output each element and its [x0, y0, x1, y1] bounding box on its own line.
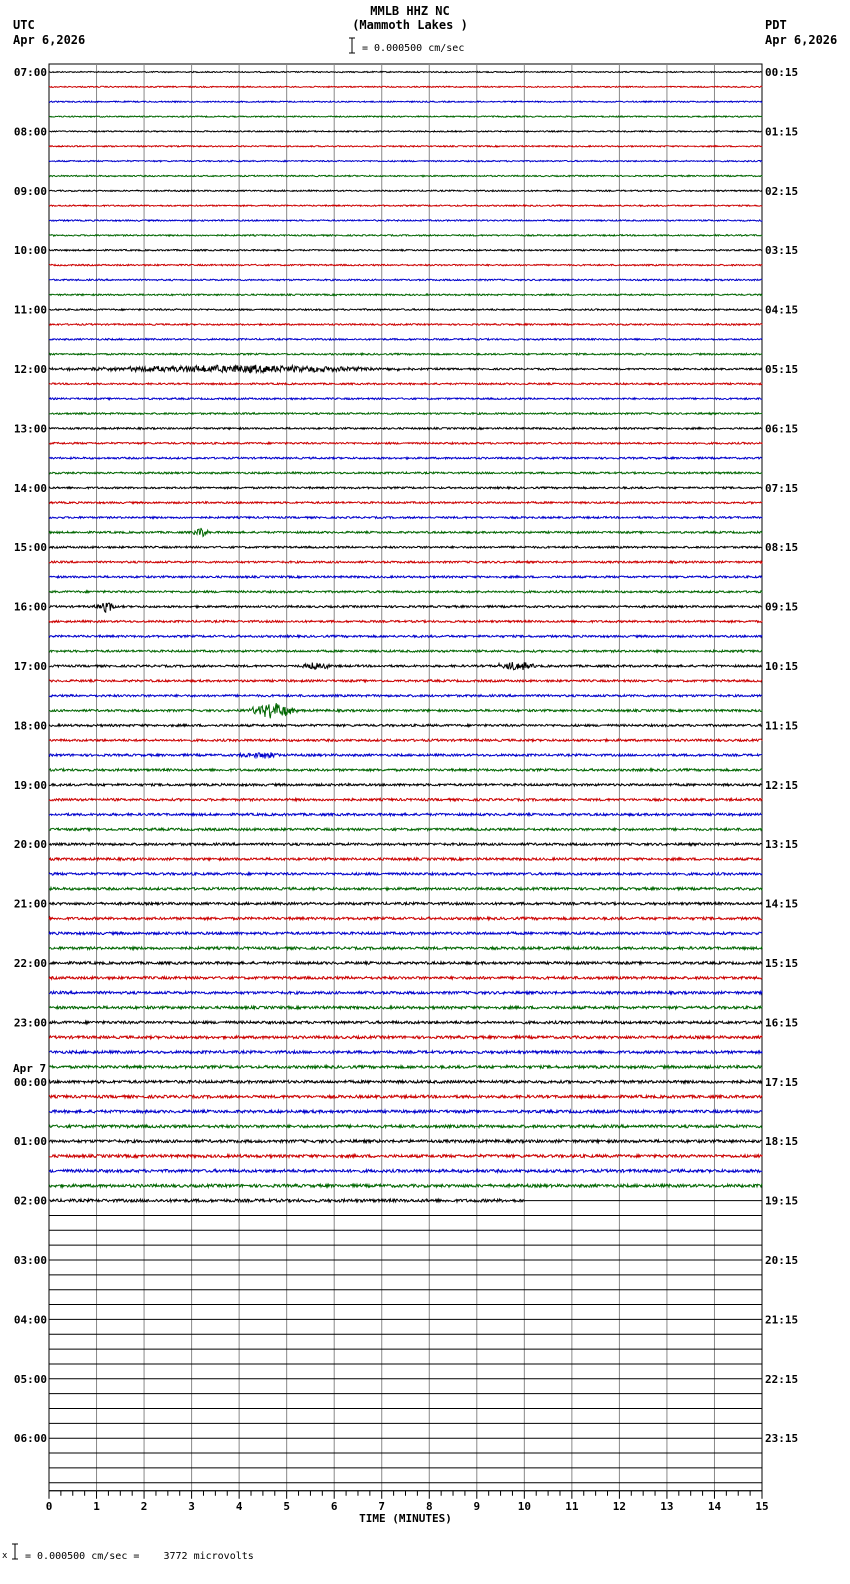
pdt-hour-label: 07:15	[765, 481, 799, 495]
utc-hour-label: 19:00	[13, 778, 47, 792]
trace-65	[49, 1036, 762, 1039]
station-location: (Mammoth Lakes )	[352, 18, 468, 32]
trace-12	[49, 250, 762, 251]
utc-hour-label: 11:00	[13, 303, 47, 317]
trace-47	[49, 769, 762, 771]
trace-35	[49, 591, 762, 593]
grid-layer	[49, 64, 762, 1491]
pdt-hour-label: 12:15	[765, 778, 799, 792]
trace-44	[49, 724, 762, 726]
trace-4	[49, 131, 762, 132]
pdt-hour-label: 08:15	[765, 541, 799, 555]
trace-6	[49, 160, 762, 161]
trace-16	[49, 309, 762, 311]
utc-hour-label: 07:00	[13, 66, 47, 79]
plot-frame	[49, 64, 762, 1491]
x-tick-label: 1	[93, 1499, 100, 1513]
pdt-hour-label: 14:15	[765, 897, 799, 911]
trace-layer	[49, 71, 762, 1482]
trace-2	[49, 101, 762, 102]
scale-label: = 0.000500 cm/sec	[362, 43, 465, 54]
trace-1	[49, 86, 762, 87]
pdt-hour-label: 15:15	[765, 957, 799, 970]
x-tick-label: 8	[425, 1499, 433, 1513]
x-tick-label: 15	[755, 1499, 769, 1513]
trace-59	[49, 947, 762, 950]
trace-54	[49, 873, 762, 875]
trace-69	[49, 1095, 762, 1098]
pdt-label: PDT	[765, 18, 787, 32]
trace-50	[49, 813, 762, 815]
trace-3	[49, 116, 762, 117]
trace-55	[49, 888, 762, 891]
trace-17	[49, 324, 762, 326]
pdt-hour-label: 13:15	[765, 838, 799, 852]
trace-72	[49, 1140, 762, 1143]
utc-hour-label: 18:00	[13, 719, 47, 733]
utc-hour-label: 10:00	[13, 244, 47, 258]
date-change-label: Apr 7	[13, 1061, 47, 1075]
trace-21	[49, 383, 762, 385]
footer-scale-note: = 0.000500 cm/sec = 3772 microvolts	[25, 1551, 254, 1562]
utc-hour-label: 08:00	[13, 125, 47, 139]
trace-43	[49, 703, 762, 718]
trace-70	[49, 1110, 762, 1113]
x-tick-label: 11	[565, 1499, 579, 1513]
trace-36	[49, 603, 762, 612]
trace-58	[49, 932, 762, 935]
trace-22	[49, 398, 762, 400]
x-tick-label: 6	[330, 1499, 338, 1513]
trace-9	[49, 205, 762, 207]
trace-61	[49, 977, 762, 980]
utc-hour-label: 17:00	[13, 660, 47, 673]
footer-scale-bar-icon	[10, 1543, 20, 1561]
trace-74	[49, 1169, 762, 1172]
pdt-hour-label: 22:15	[765, 1372, 799, 1386]
pdt-hour-label: 04:15	[765, 303, 799, 317]
trace-53	[49, 858, 762, 861]
x-tick-label: 13	[660, 1499, 674, 1513]
utc-hour-label: 16:00	[13, 600, 47, 614]
trace-45	[49, 739, 762, 741]
pdt-hour-label: 10:15	[765, 660, 799, 673]
x-tick-label: 4	[235, 1499, 243, 1513]
trace-13	[49, 264, 762, 266]
trace-52	[49, 843, 762, 845]
pdt-hour-label: 18:15	[765, 1135, 799, 1149]
pdt-hour-label: 23:15	[765, 1432, 799, 1446]
pdt-hour-label: 09:15	[765, 600, 799, 614]
trace-33	[49, 561, 762, 563]
trace-73	[49, 1155, 762, 1158]
x-tick-label: 7	[378, 1499, 386, 1513]
station-title: MMLB HHZ NC	[370, 4, 450, 18]
x-tick-label: 14	[707, 1499, 722, 1513]
footer-marker: x	[2, 1551, 8, 1561]
utc-hour-label: 01:00	[13, 1135, 47, 1149]
x-tick-label: 0	[45, 1499, 53, 1513]
x-axis-title: TIME (MINUTES)	[359, 1511, 452, 1525]
pdt-hour-label: 20:15	[765, 1254, 799, 1267]
trace-26	[49, 457, 762, 459]
utc-hour-label: 15:00	[13, 541, 47, 555]
x-tick-label: 10	[517, 1499, 531, 1513]
trace-39	[49, 650, 762, 652]
trace-48	[49, 784, 762, 786]
utc-hour-label: 21:00	[13, 897, 47, 911]
trace-66	[49, 1051, 762, 1054]
utc-hour-label: 03:00	[13, 1254, 47, 1267]
utc-hour-label: 12:00	[13, 363, 47, 376]
x-tick-label: 5	[283, 1499, 290, 1513]
pdt-hour-label: 11:15	[765, 719, 799, 733]
trace-23	[49, 413, 762, 415]
trace-5	[49, 146, 762, 147]
trace-68	[49, 1080, 762, 1083]
trace-0	[49, 71, 762, 72]
pdt-hour-label: 19:15	[765, 1194, 799, 1208]
trace-42	[49, 695, 762, 697]
trace-31	[49, 528, 762, 536]
trace-29	[49, 502, 762, 504]
pdt-hour-label: 17:15	[765, 1075, 799, 1089]
utc-hour-label: 23:00	[13, 1016, 47, 1030]
trace-24	[49, 428, 762, 430]
utc-hour-label: 20:00	[13, 838, 47, 852]
x-tick-label: 12	[612, 1499, 627, 1513]
trace-11	[49, 235, 762, 237]
utc-hour-label: 14:00	[13, 481, 47, 495]
pdt-hour-label: 05:15	[765, 363, 799, 376]
trace-60	[49, 962, 762, 965]
trace-56	[49, 902, 762, 905]
trace-63	[49, 1006, 762, 1009]
trace-40	[49, 662, 762, 670]
trace-8	[49, 190, 762, 191]
pdt-hour-label: 21:15	[765, 1313, 799, 1327]
x-tick-label: 9	[473, 1499, 481, 1513]
pdt-hour-label: 06:15	[765, 422, 799, 436]
trace-62	[49, 991, 762, 994]
utc-hour-label: 13:00	[13, 422, 47, 436]
trace-67	[49, 1066, 762, 1069]
trace-49	[49, 799, 762, 801]
pdt-hour-label: 02:15	[765, 184, 799, 198]
trace-27	[49, 472, 762, 474]
pdt-hour-label: 03:15	[765, 244, 799, 258]
trace-71	[49, 1125, 762, 1128]
trace-10	[49, 220, 762, 221]
pdt-hour-label: 01:15	[765, 125, 799, 139]
trace-51	[49, 828, 762, 830]
x-tick-label: 2	[140, 1499, 148, 1513]
x-tick-label: 3	[188, 1499, 195, 1513]
utc-hour-label: 00:00	[13, 1075, 47, 1089]
utc-hour-label: 22:00	[13, 957, 47, 970]
trace-32	[49, 546, 762, 548]
trace-34	[49, 576, 762, 578]
trace-30	[49, 517, 762, 519]
trace-18	[49, 339, 762, 341]
trace-25	[49, 442, 762, 444]
trace-28	[49, 487, 762, 489]
utc-hour-label: 02:00	[13, 1194, 47, 1208]
pdt-date: Apr 6,2026	[765, 33, 838, 47]
trace-7	[49, 175, 762, 176]
trace-37	[49, 620, 762, 622]
trace-38	[49, 635, 762, 637]
trace-64	[49, 1021, 762, 1024]
pdt-hour-label: 16:15	[765, 1016, 799, 1030]
trace-20	[49, 365, 762, 373]
trace-19	[49, 353, 762, 355]
utc-hour-label: 06:00	[13, 1432, 47, 1446]
utc-hour-label: 04:00	[13, 1313, 47, 1327]
trace-41	[49, 680, 762, 682]
utc-date: Apr 6,2026	[13, 33, 86, 47]
trace-46	[49, 752, 762, 758]
trace-14	[49, 279, 762, 281]
time-axis	[13, 66, 798, 1525]
scale-bar-icon	[347, 37, 357, 55]
utc-label: UTC	[13, 18, 35, 32]
trace-57	[49, 917, 762, 920]
utc-hour-label: 09:00	[13, 184, 47, 198]
trace-15	[49, 294, 762, 296]
trace-75	[49, 1184, 762, 1187]
pdt-hour-label: 00:15	[765, 66, 799, 79]
utc-hour-label: 05:00	[13, 1372, 47, 1386]
